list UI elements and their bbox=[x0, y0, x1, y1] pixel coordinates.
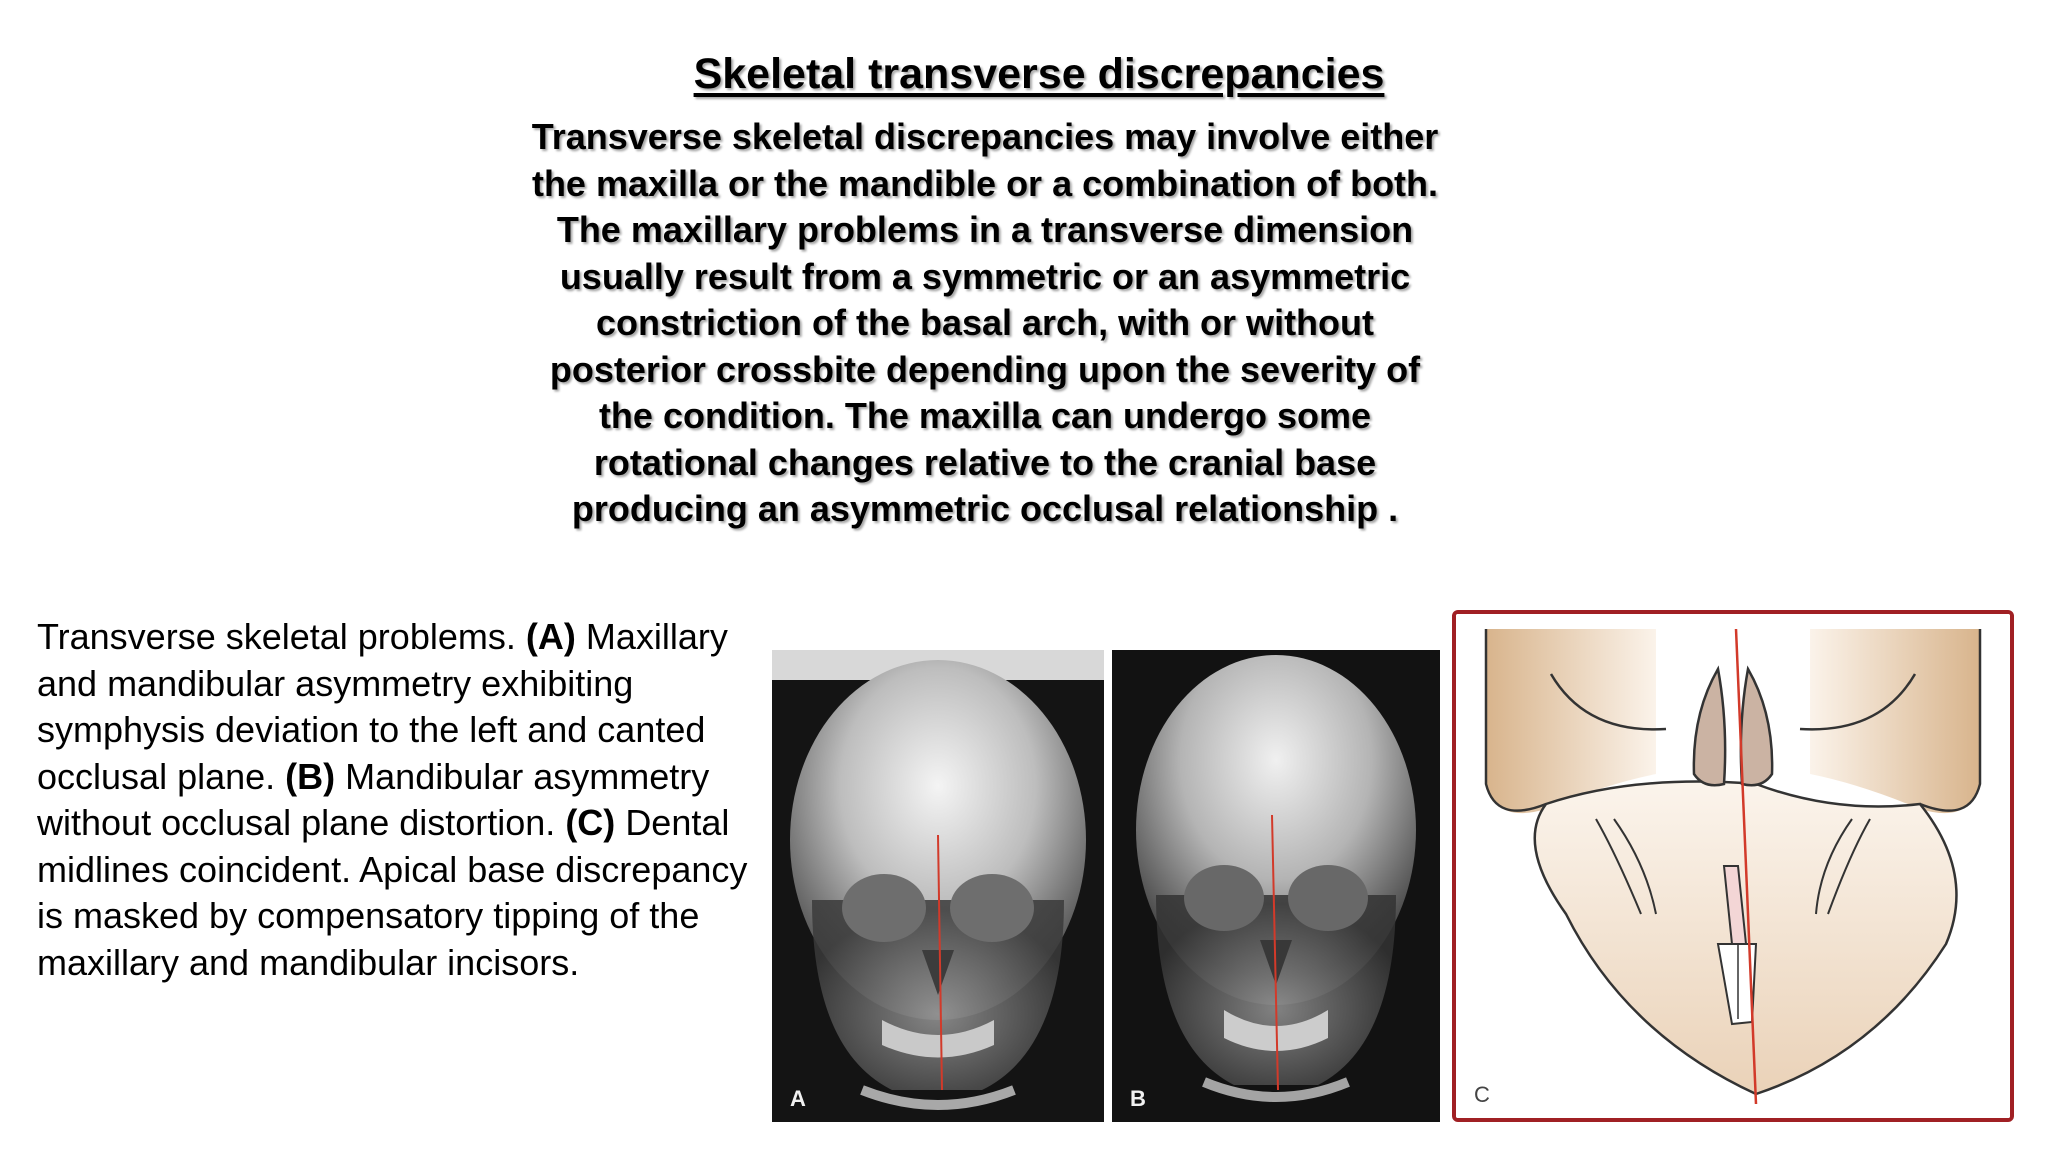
skull-radiograph-b bbox=[1112, 650, 1440, 1122]
caption-label-a: (A) bbox=[525, 616, 576, 657]
panel-b-label: B bbox=[1130, 1086, 1146, 1111]
paragraph-line: constriction of the basal arch, with or without bbox=[595, 302, 1375, 343]
caption-label-b: (B) bbox=[285, 755, 336, 797]
slide-title-text: Skeletal transverse discrepancies bbox=[693, 50, 1385, 98]
paragraph-line: rotational changes relative to the cranial base bbox=[593, 441, 1377, 483]
caption-text-a: Maxillary and mandibular asymmetry exhibiting symphysis deviation to the left and canted occlusal plane. bbox=[37, 616, 728, 797]
caption-text-b: Mandibular asymmetry without occlusal plane distortion. bbox=[37, 755, 710, 843]
paragraph-line: Transverse skeletal discrepancies may involve either bbox=[531, 116, 1439, 157]
figure-caption bbox=[37, 614, 757, 986]
paragraph-line: the maxilla or the mandible or a combination of both. bbox=[531, 162, 1439, 204]
caption-label-c: (C) bbox=[565, 802, 616, 843]
panel-a-label: A bbox=[790, 1086, 806, 1111]
caption-text-c: Dental midlines coincident. Apical base discrepancy is masked by compensatory tipping of the maxillary and mandibular incisors. bbox=[37, 802, 748, 983]
skull-radiograph-a bbox=[772, 650, 1104, 1122]
paragraph-line: usually result from a symmetric or an asymmetric bbox=[559, 255, 1411, 297]
slide-title bbox=[0, 50, 2048, 99]
jaw-schematic-drawing bbox=[1456, 614, 2010, 1118]
paragraph-line: The maxillary problems in a transverse dimension bbox=[556, 209, 1414, 250]
panel-c-label: C bbox=[1474, 1082, 1490, 1107]
paragraph-line: producing an asymmetric occlusal relationship . bbox=[571, 488, 1399, 529]
schematic-panel-c bbox=[1452, 610, 2014, 1122]
paragraph-line: the condition. The maxilla can undergo some bbox=[598, 395, 1372, 436]
paragraph-line: posterior crossbite depending upon the severity of bbox=[549, 348, 1421, 390]
radiograph-panel-b bbox=[1112, 650, 1440, 1122]
intro-paragraph bbox=[480, 114, 1490, 533]
radiograph-panel-a bbox=[772, 650, 1104, 1122]
caption-intro: Transverse skeletal problems. bbox=[37, 616, 516, 657]
